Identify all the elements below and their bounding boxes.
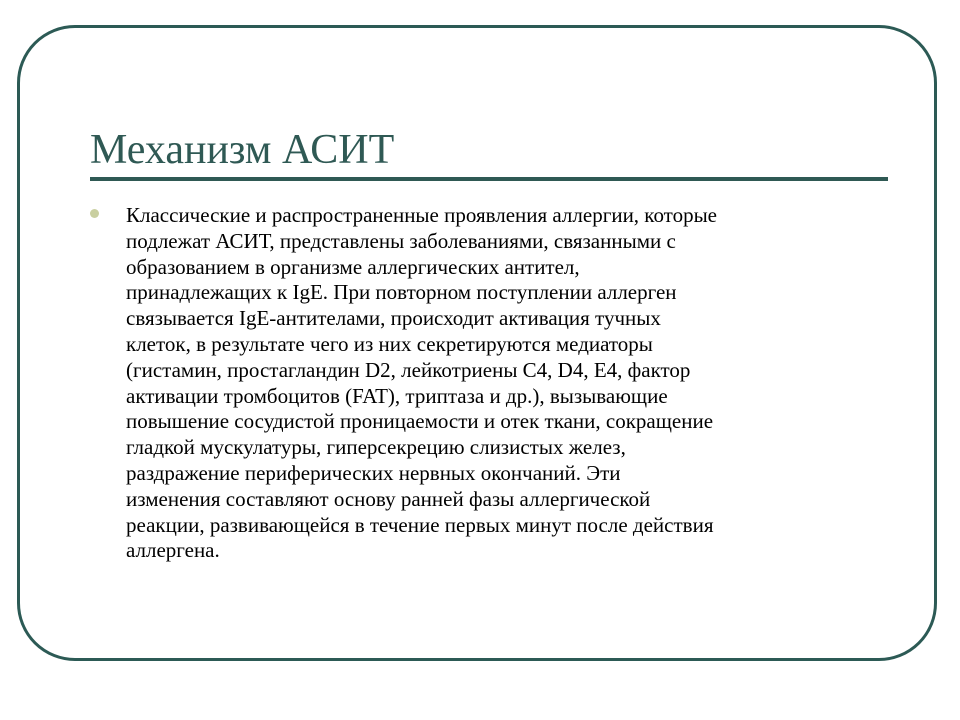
bullet-dot-icon: [90, 209, 99, 218]
bullet-line: гладкой мускулатуры, гиперсекрецию слизистых желез,: [126, 435, 626, 460]
bullet-line: подлежат АСИТ, представлены заболеваниями, связанными с: [126, 228, 676, 253]
bullet-line: реакции, развивающейся в течение первых минут после действия: [126, 512, 714, 537]
bullet-line: (гистамин, простагландин D2, лейкотриены С4, D4, E4, фактор: [126, 357, 691, 382]
bullet-line: принадлежащих к IgE. При повторном поступлении аллерген: [126, 280, 677, 305]
title-underline: [90, 177, 888, 181]
bullet-line: раздражение периферических нервных окончаний. Эти: [126, 460, 621, 485]
bullet-line: Классические и распространенные проявления аллергии, которые: [126, 203, 717, 227]
slide-title: Механизм АСИТ: [90, 127, 395, 173]
bullet-line: повышение сосудистой проницаемости и отек ткани, сокращение: [126, 409, 714, 434]
bullet-line: образованием в организме аллергических антител,: [126, 254, 580, 279]
bullet-line: активации тромбоцитов (FAT), триптаза и др.), вызывающие: [126, 383, 668, 408]
bullet-line: аллергена.: [126, 538, 220, 563]
bullet-line: изменения составляют основу ранней фазы аллергической: [126, 486, 651, 511]
bullet-line: клеток, в результате чего из них секретируются медиаторы: [126, 331, 653, 356]
bullet-line: связывается IgE-антителами, происходит активация тучных: [126, 306, 661, 331]
bullet-text: [126, 203, 896, 564]
